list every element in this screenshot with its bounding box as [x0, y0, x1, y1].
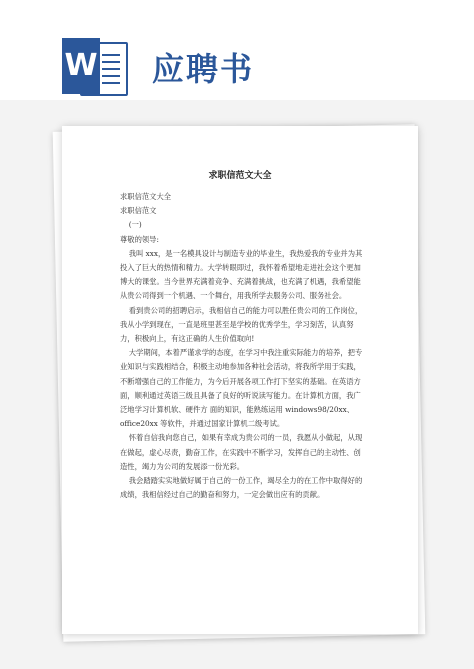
document-page: [62, 126, 418, 634]
document-paragraph: 怀着自信我向您自己，如果有幸成为贵公司的一员，我愿从小做起，从现在做起，虚心尽责，勤奋工作，在实践中不断学习，发挥自己的主动性、创造性，竭力为公司的发展添一份光彩。: [120, 433, 363, 471]
document-paragraph: 看到贵公司的招聘启示，我相信自己的能力可以胜任贵公司的工作岗位，我从小学到现在，一直是班里甚至是学校的优秀学生，学习刻苦，认真努力，积极向上，有这正确的人生价值取向!: [120, 305, 363, 344]
banner: [0, 0, 474, 100]
document-title: 求职信范文大全: [208, 171, 272, 181]
document-paragraph: 求职信范文大全: [120, 192, 172, 201]
banner-title: 应聘书: [152, 50, 255, 88]
word-letter: W: [62, 38, 100, 94]
document-paragraph: 我会踏踏实实地做好属于自己的一份工作，竭尽全力的在工作中取得好的成绩，我相信经过自己的勤奋和努力，一定会做出应有的贡献。: [120, 476, 363, 500]
document-paragraph: 大学期间，本着严谨求学的态度，在学习中我注重实际能力的培养，把专业知识与实践相结合，积极主动地参加各种社会活动，将我所学用于实践，不断增强自己的工作能力，为今后开展各项工作打下坚实的基础。在英语方面，顺利通过英语三级且具备了良好的听说读写能力。在计算机方面，我广泛地学习计算机软、硬件方 面的知识，能熟练运用 windows98/20xx、office20xx 等软件，并通过国家计算机二级考试。: [120, 348, 363, 429]
word-icon: [62, 38, 128, 94]
document-body: [120, 190, 368, 502]
document-paragraph: (一): [128, 220, 142, 230]
document-paragraph: 求职信范文: [120, 206, 157, 216]
document-paragraph: 尊敬的领导:: [120, 234, 159, 244]
document-paragraph: 我叫 xxx，是一名模具设计与制造专业的毕业生，我热爱我的专业并为其投入了巨大的热情和精力。大学转眼即过，我怀着希望地走进社会这个更加博大的课堂。当今世界充满着竞争、充满着挑战，也充满了机遇，我希望能从贵公司得到一个机遇、一个舞台，用我所学去服务公司、服务社会。: [120, 248, 363, 301]
